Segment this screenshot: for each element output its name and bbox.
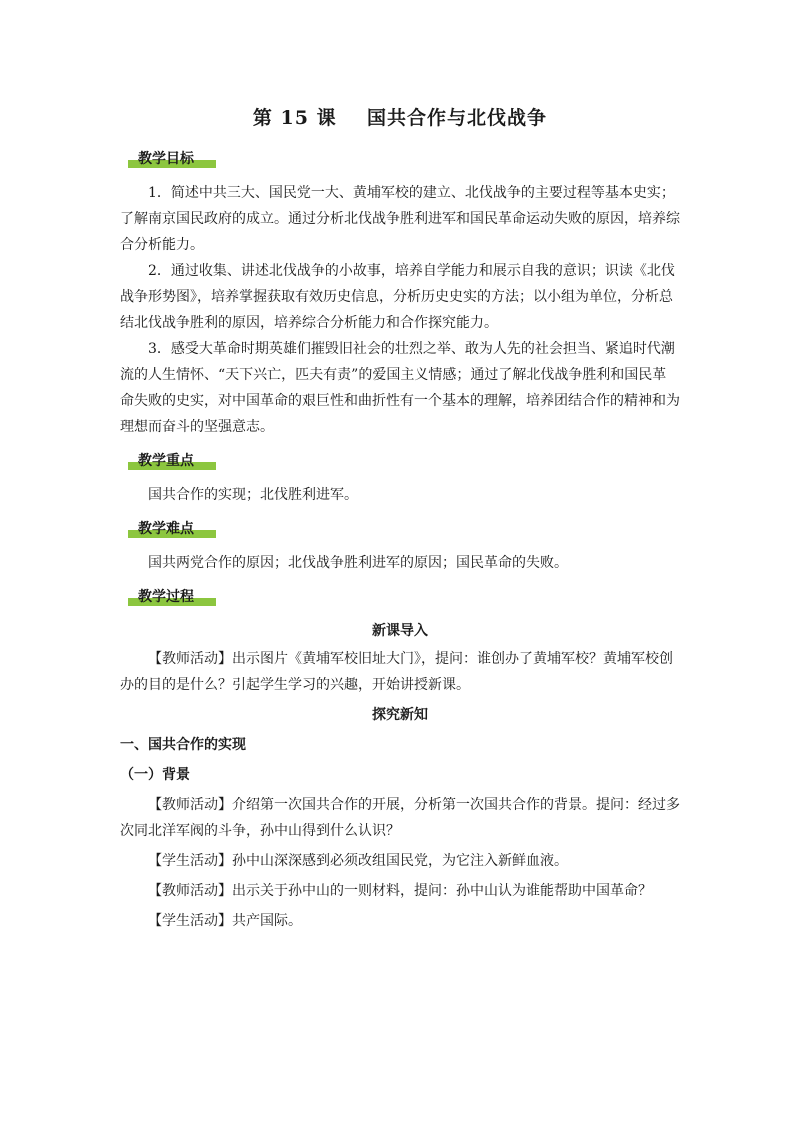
difficulties-text: 国共两党合作的原因；北伐战争胜利进军的原因；国民革命的失败。 [148,555,568,571]
intro-text: 【教师活动】出示图片《黄埔军校旧址大门》，提问：谁创办了黄埔军校？黄埔军校创办的目的是什么？引起学生学习的兴趣，开始讲授新课。 [120,651,673,693]
activity-item: 【教师活动】出示关于孙中山的一则材料，提问：孙中山认为谁能帮助中国革命？ [148,883,652,899]
activity-item: 【学生活动】共产国际。 [148,913,302,929]
section-heading-process [120,586,680,610]
section-heading-label: 教学难点 [138,521,194,537]
part1-heading: 一、国共合作的实现 [120,737,246,753]
sub1-heading: （一）背景 [120,767,190,783]
section-heading-difficulties [120,518,680,542]
section-heading-label: 教学目标 [138,151,194,167]
section-heading-goals [120,148,680,172]
intro-heading: 新课导入 [372,623,428,639]
goal-paragraph-3: 3．感受大革命时期英雄们摧毁旧社会的壮烈之举、敢为人先的社会担当、紧追时代潮流的人生情怀、“天下兴亡，匹夫有责”的爱国主义情感；通过了解北伐战争胜利和国民革命失败的史实，对中国革命的艰巨性和曲折性有一个基本的理解，培养团结合作的精神和为理想而奋斗的坚强意志。 [120,341,680,435]
key-points-text: 国共合作的实现；北伐胜利进军。 [148,487,358,503]
activity-item: 【教师活动】介绍第一次国共合作的开展，分析第一次国共合作的背景。提问：经过多次同北洋军阀的斗争，孙中山得到什么认识？ [120,797,680,839]
goal-paragraph-2: 2．通过收集、讲述北伐战争的小故事，培养自学能力和展示自我的意识；识读《北伐战争形势图》，培养掌握获取有效历史信息，分析历史史实的方法；以小组为单位，分析总结北伐战争胜利的原因，培养综合分析能力和合作探究能力。 [120,263,675,331]
goal-paragraph-1: 1．简述中共三大、国民党一大、黄埔军校的建立、北伐战争的主要过程等基本史实；了解南京国民政府的成立。通过分析北伐战争胜利进军和国民革命运动失败的原因，培养综合分析能力。 [120,185,680,253]
section-heading-key-points [120,450,680,474]
explore-heading: 探究新知 [372,707,428,723]
activity-item: 【学生活动】孙中山深深感到必须改组国民党，为它注入新鲜血液。 [148,853,568,869]
section-heading-label: 教学过程 [138,589,194,605]
document-content [120,103,680,934]
lesson-title: 第 15 课 国共合作与北伐战争 [252,107,548,129]
section-heading-label: 教学重点 [138,453,194,469]
